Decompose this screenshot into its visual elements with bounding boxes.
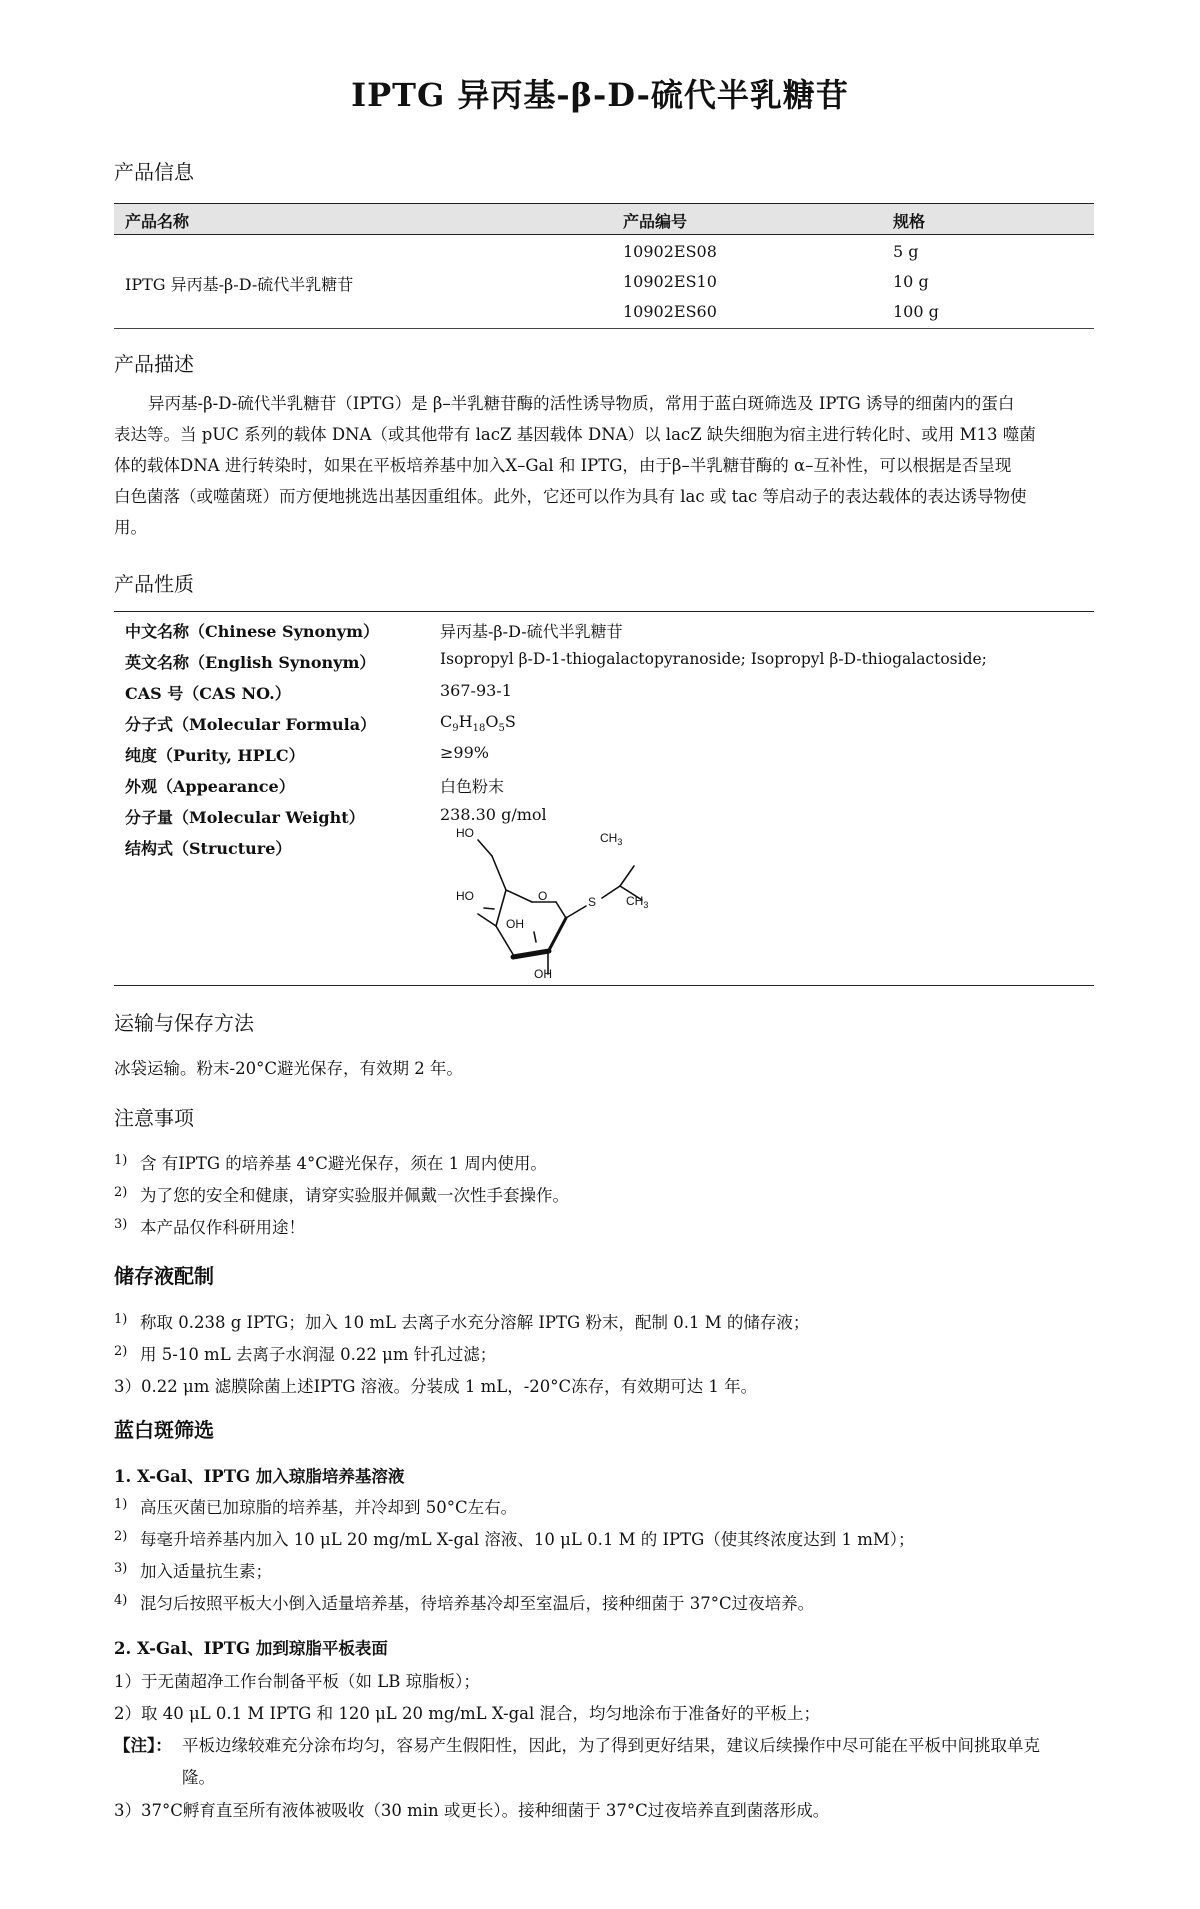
property-value: 238.30 g/mol (440, 805, 547, 824)
structure-formula-drawing (448, 822, 678, 982)
structure-label: OH (506, 917, 524, 931)
section-heading-screening: 蓝白斑筛选 (114, 1418, 214, 1442)
column-header-code: 产品编号 (623, 212, 688, 231)
description-line: 表达等。当 pUC 系列的载体 DNA（或其他带有 lacZ 基因载体 DNA）以 lacZ 缺失细胞为宿主进行转化时、或用 M13 噬菌 (114, 425, 1036, 444)
list-number: 1) (114, 1497, 128, 1512)
description-line: 体的载体DNA 进行转染时，如果在平板培养基中加入X–Gal 和 IPTG，由于β–半乳糖苷酶的 α–互补性，可以根据是否呈现 (114, 456, 1012, 475)
section-heading-properties: 产品性质 (114, 572, 194, 596)
list-number: 2) (114, 1185, 128, 1200)
property-value: 白色粉末 (440, 777, 505, 796)
list-number: 2) (114, 1344, 128, 1359)
product-code-cell: 10902ES08 (623, 242, 717, 261)
stock-item: 用 5-10 mL 去离子水润湿 0.22 μm 针孔过滤； (140, 1345, 497, 1364)
property-label: CAS 号（CAS NO.） (125, 684, 291, 703)
structure-label: HO (456, 889, 474, 903)
product-spec-cell: 10 g (893, 272, 929, 291)
product-code-cell: 10902ES60 (623, 302, 717, 321)
list-number: 2) (114, 1529, 128, 1544)
section-heading-storage: 运输与保存方法 (114, 1011, 254, 1035)
screening-step: 2）取 40 μL 0.1 M IPTG 和 120 μL 20 mg/mL X-gal 混合，均匀地涂布于准备好的平板上； (114, 1704, 821, 1723)
section-heading-stock: 储存液配制 (114, 1264, 214, 1288)
screening-step: 混匀后按照平板大小倒入适量培养基，待培养基冷却至室温后，接种细菌于 37°C过夜培养。 (140, 1594, 815, 1613)
note-text: 隆。 (182, 1768, 215, 1787)
structure-label: HO (456, 826, 474, 840)
property-label: 英文名称（English Synonym） (125, 653, 376, 672)
screening-step: 1）于无菌超净工作台制备平板（如 LB 琼脂板）； (114, 1672, 480, 1691)
note-label: 【注】： (114, 1736, 172, 1755)
property-label: 分子式（Molecular Formula） (125, 715, 377, 734)
list-number: 3) (114, 1561, 128, 1576)
column-header-spec: 规格 (893, 212, 926, 231)
product-table-header (114, 203, 1094, 235)
subsection-title: 1. X-Gal、IPTG 加入琼脂培养基溶液 (114, 1467, 405, 1486)
description-line: 用。 (114, 518, 147, 537)
section-heading-product-info: 产品信息 (114, 160, 194, 184)
structure-label: $CH_3$ (600, 831, 623, 847)
property-label: 外观（Appearance） (125, 777, 295, 796)
product-code-cell: 10902ES10 (623, 272, 717, 291)
property-value: 367-93-1 (440, 681, 512, 700)
note-item: 含 有IPTG 的培养基 4°C避光保存，须在 1 周内使用。 (140, 1154, 547, 1173)
stock-item: 3）0.22 μm 滤膜除菌上述IPTG 溶液。分装成 1 mL，-20°C冻存，有效期可达 1 年。 (114, 1377, 758, 1396)
list-number: 1) (114, 1312, 128, 1327)
product-spec-cell: 100 g (893, 302, 939, 321)
property-label: 纯度（Purity, HPLC） (125, 746, 305, 765)
screening-step: 每毫升培养基内加入 10 μL 20 mg/mL X-gal 溶液、10 μL 0.1 M 的 IPTG（使其终浓度达到 1 mM）； (140, 1530, 915, 1549)
list-number: 3) (114, 1217, 128, 1232)
product-spec-cell: 5 g (893, 242, 919, 261)
property-label: 分子量（Molecular Weight） (125, 808, 365, 827)
page-title: IPTG 异丙基-β-D-硫代半乳糖苷 (351, 76, 849, 114)
note-item: 为了您的安全和健康，请穿实验服并佩戴一次性手套操作。 (140, 1186, 569, 1205)
table-bottom-rule (114, 328, 1094, 329)
molecular-formula-value: $C_9H_{18}O_5S$ (440, 712, 516, 735)
property-label: 结构式（Structure） (125, 839, 292, 858)
note-item: 本产品仅作科研用途！ (140, 1218, 305, 1237)
list-number: 1) (114, 1153, 128, 1168)
subsection-title: 2. X-Gal、IPTG 加到琼脂平板表面 (114, 1639, 388, 1658)
description-line: 白色菌落（或噬菌斑）而方便地挑选出基因重组体。此外，它还可以作为具有 lac 或 tac 等启动子的表达载体的表达诱导物使 (114, 487, 1027, 506)
property-value: 异丙基-β-D-硫代半乳糖苷 (440, 622, 623, 641)
properties-top-rule (114, 611, 1094, 612)
property-value: ≥99% (440, 743, 489, 762)
description-paragraph (114, 388, 1094, 543)
column-header-name: 产品名称 (125, 212, 190, 231)
property-label: 中文名称（Chinese Synonym） (125, 622, 380, 641)
description-line: 异丙基-β-D-硫代半乳糖苷（IPTG）是 β–半乳糖苷酶的活性诱导物质，常用于蓝白斑筛选及 IPTG 诱导的细菌内的蛋白 (148, 394, 1015, 413)
product-name-cell: IPTG 异丙基-β-D-硫代半乳糖苷 (125, 275, 354, 294)
screening-step: 高压灭菌已加琼脂的培养基，并冷却到 50°C左右。 (140, 1498, 518, 1517)
structure-label: $CH_3$ (626, 894, 649, 910)
properties-bottom-rule (114, 985, 1094, 986)
note-text: 平板边缘较难充分涂布均匀，容易产生假阳性，因此，为了得到更好结果，建议后续操作中尽可能在平板中间挑取单克 (182, 1736, 1040, 1755)
structure-label: O (538, 889, 548, 903)
structure-label: OH (534, 967, 552, 981)
screening-step: 3）37°C孵育直至所有液体被吸收（30 min 或更长）。接种细菌于 37°C过夜培养直到菌落形成。 (114, 1801, 830, 1820)
section-heading-notes: 注意事项 (114, 1106, 194, 1130)
property-value: Isopropyl β-D-1-thiogalactopyranoside; Isopropyl β-D-thiogalactoside; (440, 650, 987, 668)
structure-label: S (588, 895, 597, 909)
section-heading-description: 产品描述 (114, 352, 194, 376)
storage-text: 冰袋运输。粉末-20°C避光保存，有效期 2 年。 (114, 1059, 463, 1078)
list-number: 4) (114, 1593, 128, 1608)
screening-step: 加入适量抗生素； (140, 1562, 272, 1581)
stock-item: 称取 0.238 g IPTG；加入 10 mL 去离子水充分溶解 IPTG 粉末，配制 0.1 M 的储存液； (140, 1313, 810, 1332)
